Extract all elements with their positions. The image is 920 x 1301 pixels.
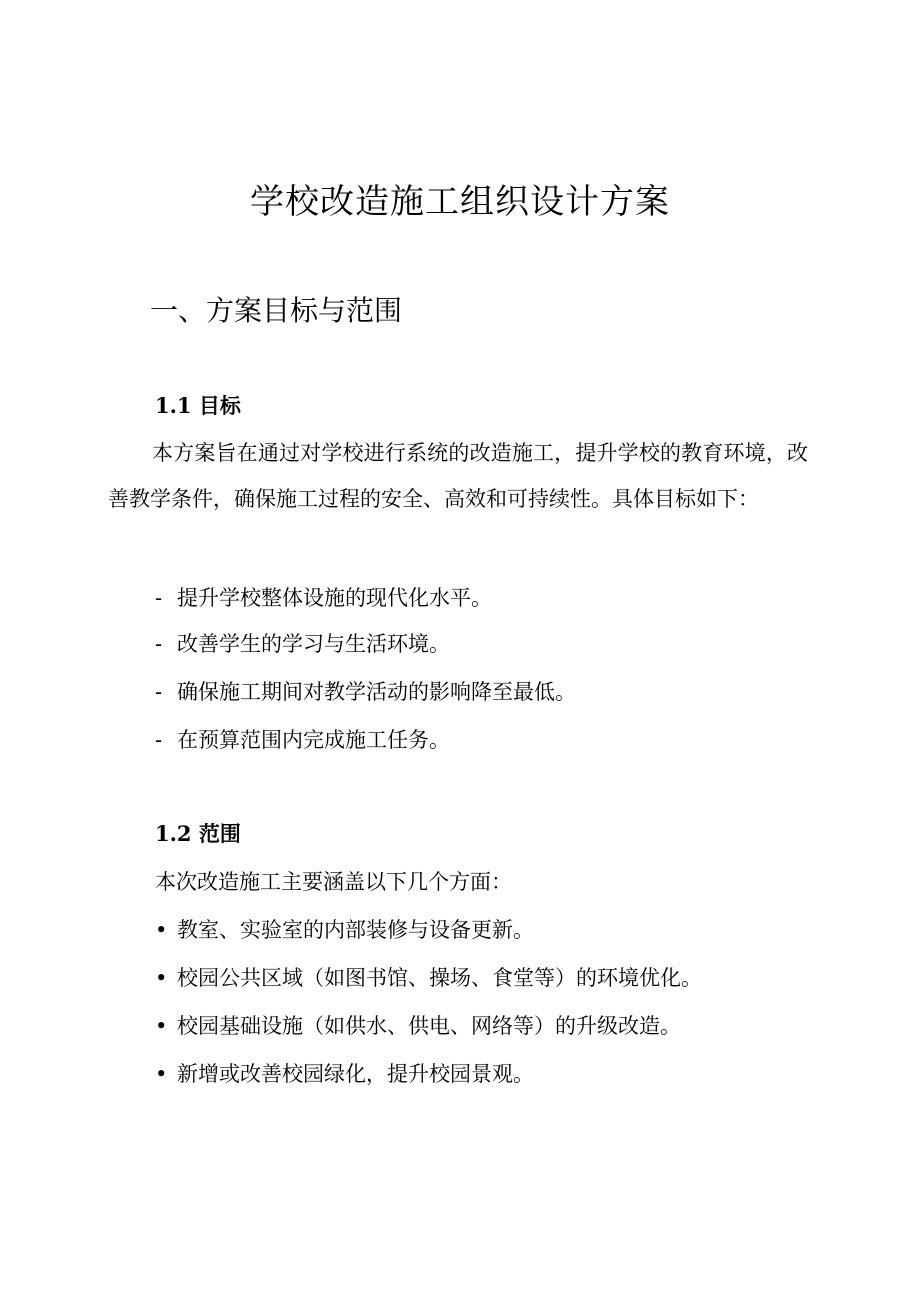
list-item-text: 新增或改善校园绿化，提升校园景观。 <box>177 1062 534 1086</box>
bullet-marker: • <box>155 918 168 942</box>
list-item-text: 校园基础设施（如供水、供电、网络等）的升级改造。 <box>177 1014 681 1038</box>
list-item-text: 改善学生的学习与生活环境。 <box>177 632 450 656</box>
dash-marker: - <box>155 680 163 704</box>
list-item <box>155 676 576 708</box>
list-item <box>155 628 450 660</box>
list-item-text: 在预算范围内完成施工任务。 <box>177 728 450 752</box>
dash-marker: - <box>155 632 163 656</box>
list-item <box>155 582 492 614</box>
dash-marker: - <box>155 728 163 752</box>
list-item-text: 校园公共区域（如图书馆、操场、食堂等）的环境优化。 <box>177 966 702 990</box>
bullet-marker: • <box>155 966 168 990</box>
goals-heading: 1.1 目标 <box>155 393 241 418</box>
list-item <box>155 914 534 946</box>
list-item <box>155 1010 681 1042</box>
list-item-text: 教室、实验室的内部装修与设备更新。 <box>177 918 534 942</box>
section-heading: 一、方案目标与范围 <box>150 294 403 327</box>
list-item-text: 提升学校整体设施的现代化水平。 <box>177 586 492 610</box>
list-item <box>155 1058 534 1090</box>
list-item-text: 确保施工期间对教学活动的影响降至最低。 <box>177 680 576 704</box>
goals-paragraph: 本方案旨在通过对学校进行系统的改造施工，提升学校的教育环境，改善教学条件，确保施工过程的安全、高效和可持续性。具体目标如下： <box>108 441 808 511</box>
bullet-marker: • <box>155 1062 168 1086</box>
scope-intro: 本次改造施工主要涵盖以下几个方面： <box>155 870 512 894</box>
document-title: 学校改造施工组织设计方案 <box>250 182 670 222</box>
list-item <box>155 962 702 994</box>
scope-heading: 1.2 范围 <box>155 821 241 846</box>
dash-marker: - <box>155 586 163 610</box>
bullet-marker: • <box>155 1014 168 1038</box>
list-item <box>155 724 450 756</box>
